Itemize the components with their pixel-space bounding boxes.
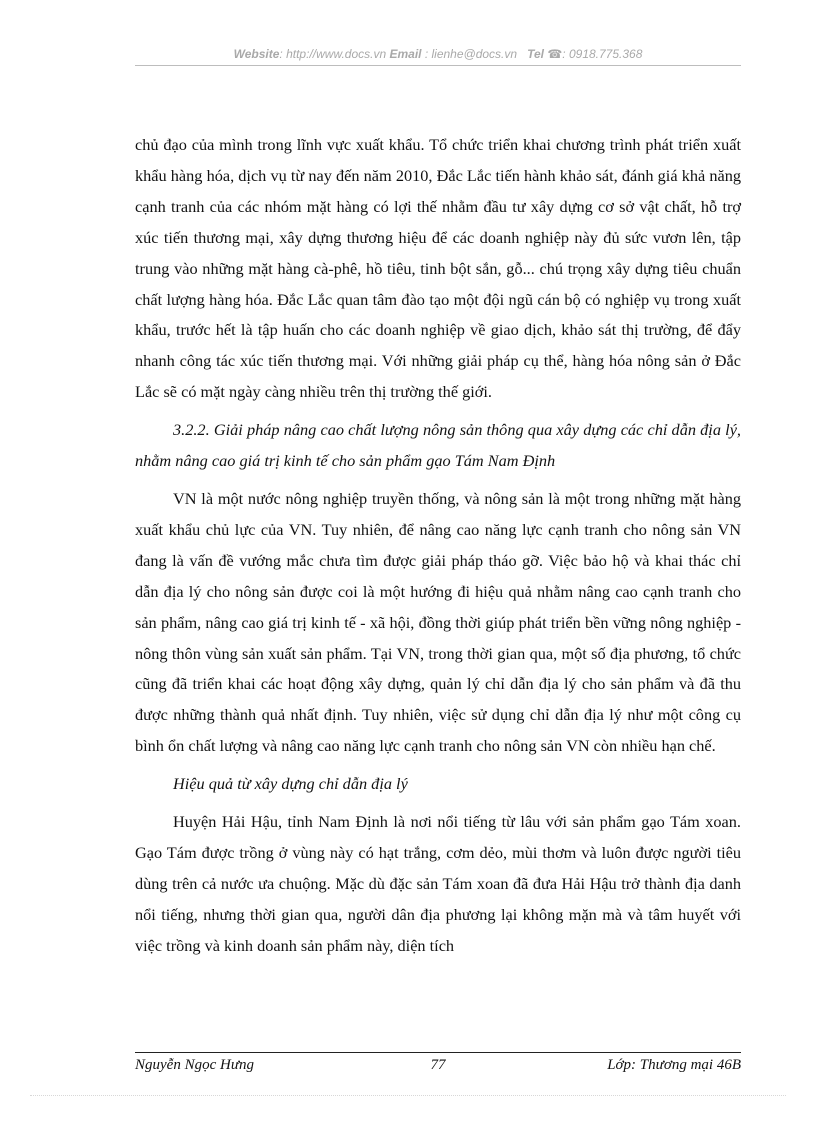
footer-rule bbox=[135, 1052, 741, 1053]
section-heading: 3.2.2. Giải pháp nâng cao chất lượng nông sản thông qua xây dựng các chỉ dẫn địa lý, nhằm nâng cao giá trị kinh tế cho sản phẩm gạo Tám Nam Định bbox=[135, 420, 741, 471]
paragraph-2: VN là một nước nông nghiệp truyền thống, và nông sản là một trong những mặt hàng xuất khẩu chủ lực của VN. Tuy nhiên, để nâng cao năng lực cạnh tranh cho nông sản VN đang là vấn đề vướng mắc chưa tìm được giải pháp tháo gỡ. Việc bảo hộ và khai thác chỉ dẫn địa lý cho nông sản được coi là một hướng đi hiệu quả nhằm nâng cao cạnh tranh cho sản phẩm, nâng cao giá trị kinh tế - xã hội, đồng thời giúp phát triển bền vững nông nghiệp - nông thôn vùng sản xuất sản phẩm. Tại VN, trong thời gian qua, một số địa phương, tổ chức cũng đã triển khai các hoạt động xây dựng, quản lý chỉ dẫn địa lý cho sản phẩm và đã thu được những thành quả nhất định. Tuy nhiên, việc sử dụng chỉ dẫn địa lý như một công cụ bình ổn chất lượng và nâng cao năng lực cạnh tranh cho nông sản VN còn nhiều hạn chế. bbox=[135, 488, 741, 756]
page-edge-divider bbox=[30, 1095, 786, 1096]
page-header bbox=[135, 47, 741, 61]
tel-label: Tel bbox=[527, 47, 544, 61]
header-rule bbox=[135, 65, 741, 66]
website-value: : http://www.docs.vn bbox=[279, 47, 387, 61]
footer-author: Nguyễn Ngọc Hưng bbox=[135, 1057, 254, 1073]
paragraph-1: chủ đạo của mình trong lĩnh vực xuất khẩu. Tổ chức triển khai chương trình phát triển xuất khẩu hàng hóa, dịch vụ từ nay đến năm 2010, Đắc Lắc tiến hành khảo sát, đánh giá khả năng cạnh tranh của các nhóm mặt hàng có lợi thế nhằm đầu tư xây dựng cơ sở vật chất, hỗ trợ xúc tiến thương mại, xây dựng thương hiệu để các doanh nghiệp này đủ sức vươn lên, tập trung vào những mặt hàng cà-phê, hồ tiêu, tinh bột sắn, gỗ... chú trọng xây dựng tiêu chuẩn chất lượng hàng hóa. Đắc Lắc quan tâm đào tạo một đội ngũ cán bộ có nghiệp vụ trong xuất khẩu, trước hết là tập huấn cho các doanh nghiệp về giao dịch, khảo sát thị trường, để đẩy nhanh công tác xúc tiến thương mại. Với những giải pháp cụ thể, hàng hóa nông sản ở Đắc Lắc sẽ có mặt ngày càng nhiều trên thị trường thế giới. bbox=[135, 135, 741, 402]
website-label: Website bbox=[233, 47, 280, 61]
email-label: Email bbox=[389, 47, 422, 61]
paragraph-3: Huyện Hải Hậu, tỉnh Nam Định là nơi nổi tiếng từ lâu với sản phẩm gạo Tám xoan. Gạo Tám được trồng ở vùng này có hạt trắng, cơm dẻo, mùi thơm và luôn được người tiêu dùng trên cả nước ưa chuộng. Mặc dù đặc sản Tám xoan đã đưa Hải Hậu trở thành địa danh nổi tiếng, nhưng thời gian qua, người dân địa phương lại không mặn mà và tâm huyết với việc trồng và kinh doanh sản phẩm này, diện tích bbox=[135, 812, 741, 955]
page-body bbox=[135, 130, 741, 962]
email-value: : lienhe@docs.vn bbox=[421, 47, 518, 61]
phone-icon: ☎ bbox=[547, 47, 563, 61]
subheading: Hiệu quả từ xây dựng chỉ dẫn địa lý bbox=[173, 774, 408, 794]
page-number: 77 bbox=[430, 1057, 446, 1073]
page-footer bbox=[135, 1057, 741, 1077]
tel-value: : 0918.775.368 bbox=[562, 47, 643, 61]
footer-class: Lớp: Thương mại 46B bbox=[607, 1057, 741, 1073]
